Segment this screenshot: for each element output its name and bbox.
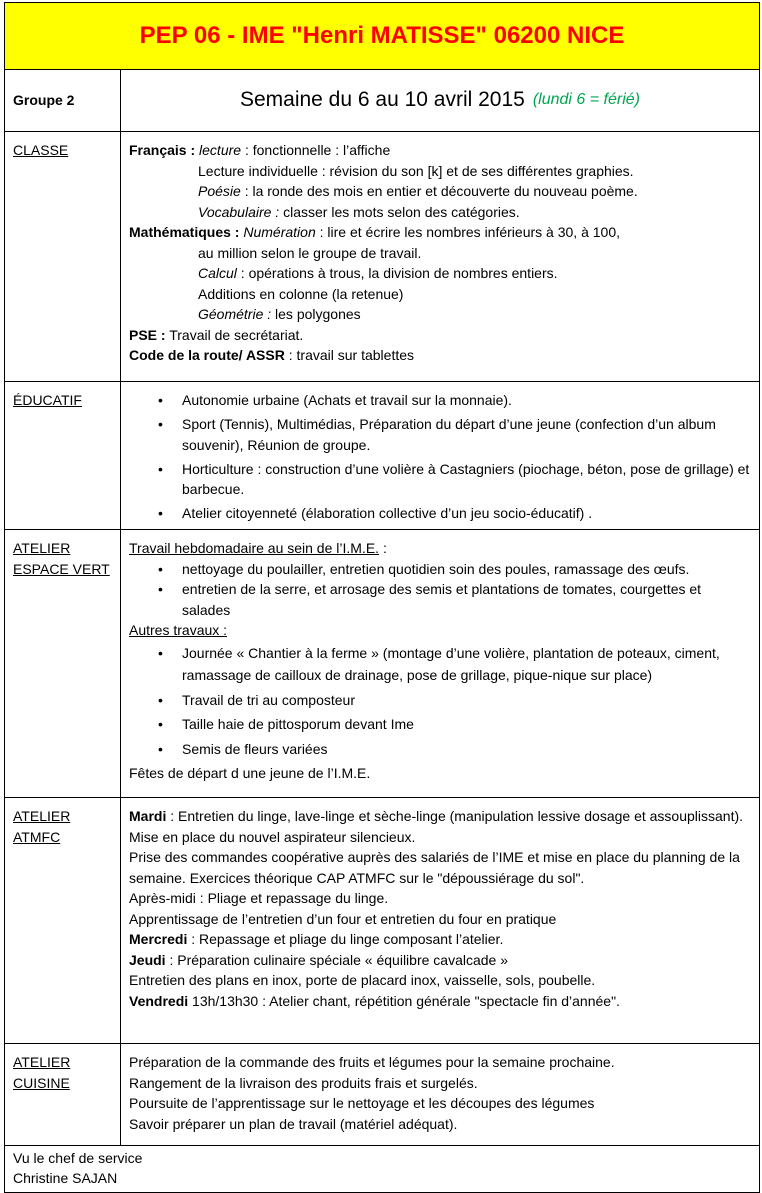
group-label: Groupe 2 [5,70,121,131]
code-text: : travail sur tablettes [288,347,415,363]
poesie-line [129,181,751,202]
educatif-label-cell [5,382,121,529]
calcul-line [129,263,751,284]
week-title: Semaine du 6 au 10 avril 2015 [239,88,525,112]
code-label: Code de la route/ ASSR [129,347,285,363]
cuisine-line: Rangement de la livraison des produits frais et surgelés. [129,1074,478,1091]
mardi-text: : Entretien du linge, lave-linge et sèche-linge (manipulation lessive dosage et assouplissant). [166,808,744,824]
mardi-line [129,806,751,827]
document-title: PEP 06 - IME "Henri MATISSE" 06200 NICE [139,22,625,49]
list-item: • entretien de la serre, et arrosage des semis et plantations de tomates, courgettes et salades [182,579,751,620]
espace-vert-label-cell [5,530,121,797]
list-item: • Atelier citoyenneté (élaboration collective d’un jeu socio-éducatif) . [182,503,751,524]
vendredi-line [129,991,751,1012]
classe-label: CLASSE [13,142,69,158]
geometrie-text: les polygones [275,306,361,322]
autres-list [129,642,751,760]
classe-content [121,132,759,381]
autres-title: Autres travaux : [129,622,228,638]
espace-vert-label-1: ATELIER [13,540,71,556]
atmfc-line-2: Mise en place du nouvel aspirateur silencieux. [129,828,416,845]
atmfc-line-4: Après-midi : Pliage et repassage du linge. [129,890,389,906]
educatif-list [129,390,751,524]
atmfc-label-2: ATMFC [13,828,61,845]
pse-label: PSE : [129,326,166,343]
numeration-line2: au million selon le groupe de travail. [198,244,422,261]
mercredi-line [129,929,751,950]
code-route-line [129,345,751,366]
cuisine-label-1: ATELIER [13,1054,71,1070]
list-item: • Travail de tri au composteur [182,690,751,711]
vocabulaire-line [129,202,751,223]
footer-line-1: Vu le chef de service [13,1150,143,1166]
geometrie-label: Géométrie : [198,306,272,322]
vendredi-text: 13h/13h30 : Atelier chant, répétition générale "spectacle fin d’année". [188,992,620,1009]
pse-text: Travail de secrétariat. [169,326,304,343]
hebdo-title: Travail hebdomadaire au sein de l’I.M.E. [129,540,380,556]
mercredi-label: Mercredi [129,931,188,947]
list-item: • Autonomie urbaine (Achats et travail sur la monnaie). [182,390,751,411]
atmfc-line-5: Apprentissage de l’entretien d’un four et entretien du four en pratique [129,910,557,927]
calcul-label: Calcul [198,265,237,281]
list-item: • Sport (Tennis), Multimédias, Préparation du départ d’une jeune (confection d’un album souvenir), Réunion de groupe. [182,414,751,455]
mardi-label: Mardi [129,808,167,824]
week-header-row [5,70,759,132]
fetes-line: Fêtes de départ d une jeune de l’I.M.E. [129,765,371,781]
geometrie-line [129,304,751,325]
atmfc-label-1: ATELIER [13,808,71,824]
jeudi-label: Jeudi [129,951,166,968]
hebdo-colon: : [379,540,387,556]
list-item: • Horticulture : construction d’une volière à Castagniers (piochage, béton, pose de grillage) et barbecue. [182,459,751,500]
cuisine-line: Préparation de la commande des fruits et légumes pour la semaine prochaine. [129,1054,615,1070]
educatif-row [5,382,759,530]
footer-line-2: Christine SAJAN [13,1170,118,1186]
signature-footer [5,1146,759,1192]
atmfc-row [5,798,759,1044]
cuisine-label-2: CUISINE [13,1074,70,1091]
numeration-text: : lire et écrire les nombres inférieurs à 30, à 100, [319,224,620,240]
poesie-text: : la ronde des mois en entier et découverte du nouveau poème. [244,183,638,199]
cuisine-row [5,1044,759,1146]
schedule-document [4,2,760,1193]
lecture-text: : fonctionnelle : l’affiche [244,142,391,158]
atmfc-line-3: Prise des commandes coopérative auprès des salariés de l’IME et mise en place du planning de la semaine. Exercices théorique CAP ATMFC sur le "dépoussiérage du sol". [129,849,740,886]
vendredi-label: Vendredi [129,992,189,1009]
vocab-label: Vocabulaire : [198,203,280,220]
mercredi-text: : Repassage et pliage du linge composant l’atelier. [187,931,504,947]
espace-vert-row [5,530,759,798]
atmfc-label-cell [5,798,121,1043]
francais-label: Français : [129,142,196,158]
list-item: • Semis de fleurs variées [182,739,751,760]
hebdo-heading [129,538,751,559]
additions-line: Additions en colonne (la retenue) [198,285,404,302]
espace-vert-content [121,530,759,797]
classe-label-cell [5,132,121,381]
espace-vert-label-2: ESPACE VERT [13,560,110,577]
educatif-label: ÉDUCATIF [13,392,82,408]
list-item: • Taille haie de pittosporum devant Ime [182,714,751,735]
jeudi-text: : Préparation culinaire spéciale « équilibre cavalcade » [165,951,509,968]
poesie-label: Poésie [198,183,241,199]
hebdo-list [129,559,751,621]
list-item: • nettoyage du poulailler, entretien quotidien soin des poules, ramassage des œufs. [182,559,751,580]
cuisine-content [121,1044,759,1145]
atmfc-line-8: Entretien des plans en inox, porte de placard inox, vaisselle, sols, poubelle. [129,972,596,988]
list-item: • Journée « Chantier à la ferme » (montage d’une volière, plantation de poteaux, ciment, ramassage de cailloux de drainage, pose de grillage, pique-nique sur place) [182,642,751,686]
calcul-text: : opérations à trous, la division de nombres entiers. [240,265,558,281]
jeudi-line [129,950,751,971]
educatif-content [121,382,759,529]
atmfc-content [121,798,759,1043]
cuisine-line: Savoir préparer un plan de travail (matériel adéquat). [129,1115,458,1132]
maths-line [129,222,751,243]
lecture-individuelle: Lecture individuelle : révision du son [k] et de ses différentes graphies. [198,162,634,179]
lecture-label: lecture [199,142,242,158]
pse-line [129,325,751,346]
francais-line [129,140,751,161]
cuisine-line: Poursuite de l’apprentissage sur le nettoyage et les découpes des légumes [129,1095,595,1111]
week-cell [121,70,759,131]
holiday-note: (lundi 6 = férié) [532,91,641,109]
title-banner [5,3,759,70]
maths-label: Mathématiques : [129,224,240,240]
vocab-text: classer les mots selon des catégories. [283,203,520,220]
classe-row [5,132,759,382]
numeration-label: Numération [243,224,316,240]
cuisine-label-cell [5,1044,121,1145]
